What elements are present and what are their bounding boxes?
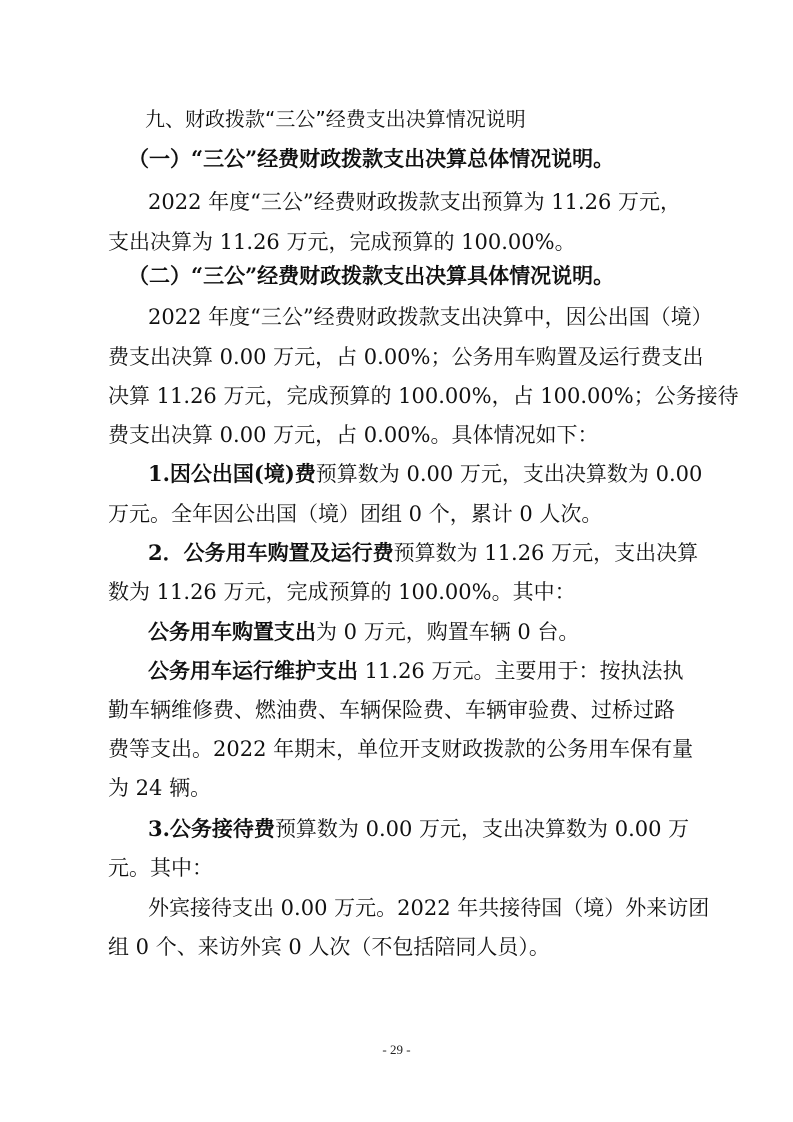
item3-text: 预算数为 0.00 万元，支出决算数为 0.00 万: [274, 817, 690, 841]
maintenance-text: 11.26 万元。主要用于：按执法执: [358, 659, 684, 683]
item1-line: 万元。全年因公出国（境）团组 0 个，累计 0 人次。: [108, 502, 603, 526]
detail-paragraph-line: 费支出决算 0.00 万元，占 0.00%；公务用车购置及运行费支出: [108, 345, 704, 369]
maintenance-line: [148, 656, 748, 686]
purchase-line: [148, 617, 748, 647]
section-title: 九、财政拨款“三公”经费支出决算情况说明: [145, 107, 526, 131]
detail-paragraph-line: 2022 年度“三公”经费财政拨款支出决算中，因公出国（境）: [148, 305, 713, 329]
item1-text: 预算数为 0.00 万元，支出决算数为 0.00: [315, 462, 703, 486]
overall-paragraph-line: 2022 年度“三公”经费财政拨款支出预算为 11.26 万元，: [148, 190, 682, 214]
foreign-line: 外宾接待支出 0.00 万元。2022 年共接待国（境）外来访团: [148, 896, 710, 920]
purchase-label: 公务用车购置支出: [148, 619, 316, 644]
item2-label: 2．公务用车购置及运行费: [148, 540, 394, 565]
overall-heading: （一）“三公”经费财政拨款支出决算总体情况说明。: [128, 146, 615, 171]
maintenance-label: 公务用车运行维护支出: [148, 658, 358, 683]
overall-paragraph-line: 支出决算为 11.26 万元，完成预算的 100.00%。: [108, 230, 576, 254]
maintenance-line: 勤车辆维修费、燃油费、车辆保险费、车辆审验费、过桥过路: [108, 698, 675, 722]
detail-paragraph-line: 费支出决算 0.00 万元，占 0.00%。具体情况如下：: [108, 423, 599, 447]
item2-line: [148, 538, 748, 568]
detail-paragraph-line: 决算 11.26 万元，完成预算的 100.00%，占 100.00%；公务接待: [108, 384, 739, 408]
item2-line: 数为 11.26 万元，完成预算的 100.00%。其中：: [108, 580, 576, 604]
item1-line: [148, 459, 748, 489]
maintenance-line: 为 24 辆。: [108, 776, 212, 800]
item2-text: 预算数为 11.26 万元，支出决算: [393, 541, 699, 565]
item3-line: 元。其中：: [108, 856, 213, 880]
detail-heading: （二）“三公”经费财政拨款支出决算具体情况说明。: [128, 263, 615, 288]
purchase-text: 为 0 万元，购置车辆 0 台。: [316, 620, 580, 644]
foreign-line: 组 0 个、来访外宾 0 人次（不包括陪同人员）。: [108, 935, 550, 959]
page-number: - 29 -: [382, 1042, 411, 1057]
item3-label: 3.公务接待费: [148, 816, 275, 841]
item3-line: [148, 814, 748, 844]
item1-label: 1.因公出国(境)费: [148, 461, 316, 486]
maintenance-line: 费等支出。2022 年期末，单位开支财政拨款的公务用车保有量: [108, 737, 694, 761]
